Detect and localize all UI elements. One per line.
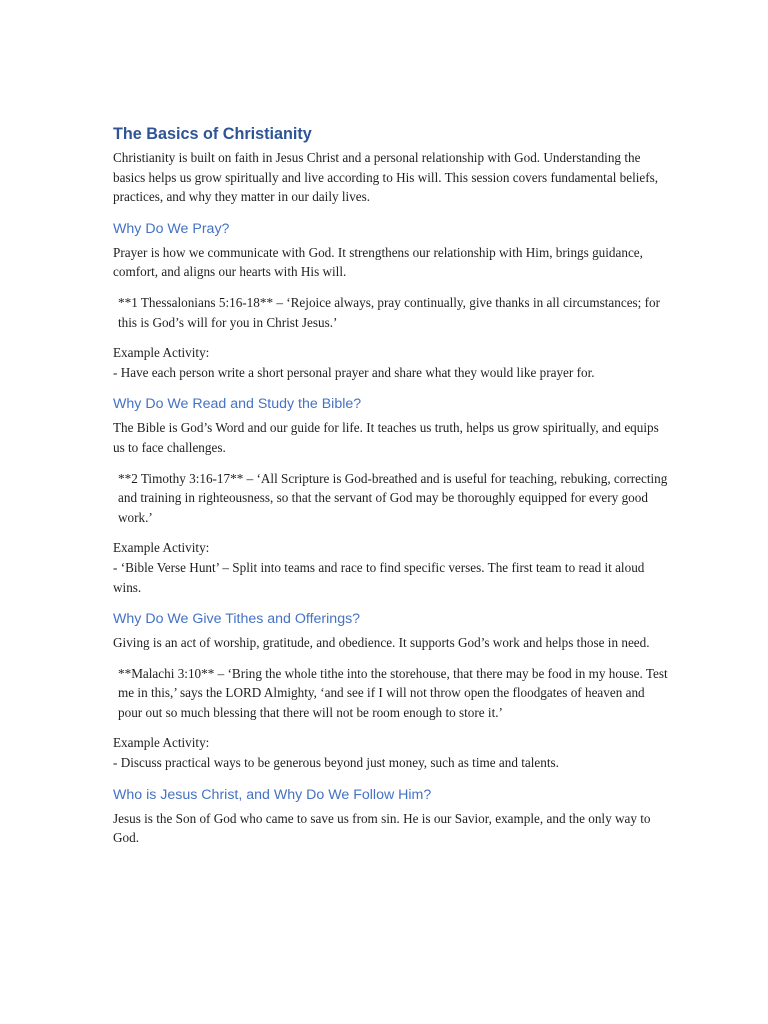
activity-label-tithes: Example Activity: (113, 735, 210, 751)
document-title: The Basics of Christianity (113, 125, 312, 143)
activity-bible: - ‘Bible Verse Hunt’ – Split into teams and race to find specific verses. The first team to read it aloud wins. (113, 559, 645, 595)
document-intro: Christianity is built on faith in Jesus Christ and a personal relationship with God. Understanding the basics helps us grow spiritually and live according to His will. This session covers fundamental beliefs, practices, and why they matter in our daily lives. (113, 150, 659, 205)
section-heading-bible: Why Do We Read and Study the Bible? (113, 396, 362, 413)
verse-timothy: **2 Timothy 3:16-17** – ‘All Scripture is God-breathed and is useful for teaching, rebuking, correcting and training in righteousness, so that the servant of God may be thoroughly equipped for every good work.’ (118, 470, 668, 525)
section-body-jesus: Jesus is the Son of God who came to save us from sin. He is our Savior, example, and the only way to God. (113, 810, 651, 846)
section-heading-jesus: Who is Jesus Christ, and Why Do We Follow Him? (113, 786, 432, 803)
verse-malachi: **Malachi 3:10** – ‘Bring the whole tithe into the storehouse, that there may be food in my house. Test me in this,’ says the LORD Almighty, ‘and see if I will not throw open the floodgates of heaven and pour out so much blessing that there will not be room enough to store it.’ (118, 665, 668, 720)
section-heading-pray: Why Do We Pray? (113, 220, 230, 237)
verse-thessalonians: **1 Thessalonians 5:16-18** – ‘Rejoice always, pray continually, give thanks in all circumstances; for this is God’s will for you in Christ Jesus.’ (118, 294, 661, 330)
activity-pray: - Have each person write a short personal prayer and share what they would like prayer for. (113, 364, 595, 380)
section-heading-tithes: Why Do We Give Tithes and Offerings? (113, 611, 361, 628)
activity-tithes: - Discuss practical ways to be generous beyond just money, such as time and talents. (113, 755, 559, 771)
activity-label-pray: Example Activity: (113, 345, 210, 361)
section-body-pray: Prayer is how we communicate with God. It strengthens our relationship with Him, brings guidance, comfort, and aligns our hearts with His will. (113, 244, 643, 280)
section-body-bible: The Bible is God’s Word and our guide for life. It teaches us truth, helps us grow spiritually, and equips us to face challenges. (113, 420, 659, 455)
activity-label-bible: Example Activity: (113, 540, 210, 556)
section-body-tithes: Giving is an act of worship, gratitude, and obedience. It supports God’s work and helps those in need. (113, 635, 650, 651)
